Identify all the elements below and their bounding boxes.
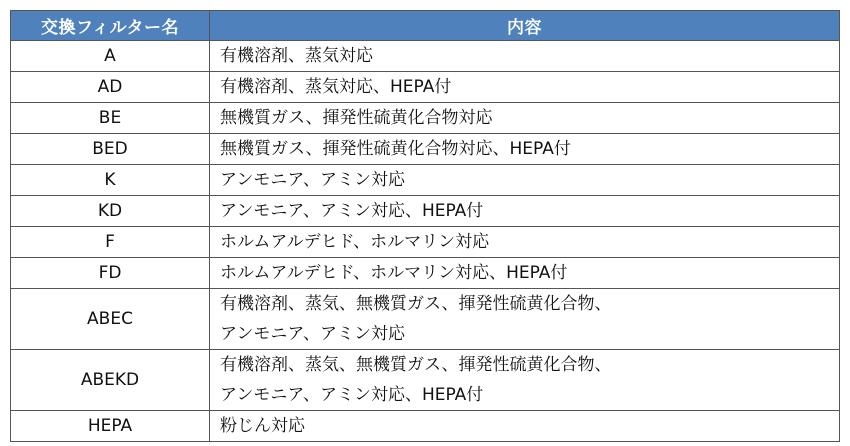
filter-description	[210, 134, 840, 165]
filter-name: BED	[11, 134, 210, 165]
filter-name: BE	[11, 103, 210, 134]
filter-name: ABEKD	[11, 350, 210, 411]
description-line: アンモニア、アミン対応、HEPA付	[220, 385, 484, 405]
filter-description	[210, 165, 840, 196]
filter-description	[210, 103, 840, 134]
filter-name: FD	[11, 258, 210, 289]
description-line: アンモニア、アミン対応	[220, 324, 405, 344]
filter-name: KD	[11, 196, 210, 227]
filter-description	[210, 258, 840, 289]
description-line: 有機溶剤、蒸気対応	[220, 46, 373, 66]
filter-table	[10, 10, 840, 442]
filter-name: F	[11, 227, 210, 258]
filter-name: AD	[11, 72, 210, 103]
table-row	[11, 196, 840, 227]
table-row	[11, 350, 840, 411]
filter-description	[210, 411, 840, 442]
description-line: 無機質ガス、揮発性硫黄化合物対応、HEPA付	[220, 139, 571, 159]
filter-description	[210, 41, 840, 72]
table-row	[11, 258, 840, 289]
description-line: ホルムアルデヒド、ホルマリン対応	[220, 232, 490, 252]
description-line: 有機溶剤、蒸気、無機質ガス、揮発性硫黄化合物、	[220, 355, 612, 375]
header-content: 内容	[210, 11, 840, 41]
filter-description	[210, 350, 840, 411]
description-line: 粉じん対応	[220, 416, 305, 436]
description-line: アンモニア、アミン対応、HEPA付	[220, 201, 484, 221]
table-row	[11, 165, 840, 196]
filter-name: HEPA	[11, 411, 210, 442]
description-line: 有機溶剤、蒸気、無機質ガス、揮発性硫黄化合物、	[220, 294, 612, 314]
table-row	[11, 227, 840, 258]
description-line: 無機質ガス、揮発性硫黄化合物対応	[220, 108, 493, 128]
description-line: アンモニア、アミン対応	[220, 170, 405, 190]
table-row	[11, 41, 840, 72]
filter-description	[210, 72, 840, 103]
table-header-row	[11, 11, 840, 41]
description-line: ホルムアルデヒド、ホルマリン対応、HEPA付	[220, 263, 568, 283]
table-row	[11, 103, 840, 134]
header-filter-name: 交換フィルター名	[11, 11, 210, 41]
table-row	[11, 289, 840, 350]
filter-description	[210, 289, 840, 350]
table-row	[11, 72, 840, 103]
table-row	[11, 134, 840, 165]
filter-description	[210, 196, 840, 227]
filter-name: ABEC	[11, 289, 210, 350]
table-row	[11, 411, 840, 442]
filter-name: K	[11, 165, 210, 196]
description-line: 有機溶剤、蒸気対応、HEPA付	[220, 77, 452, 97]
filter-description	[210, 227, 840, 258]
filter-name: A	[11, 41, 210, 72]
